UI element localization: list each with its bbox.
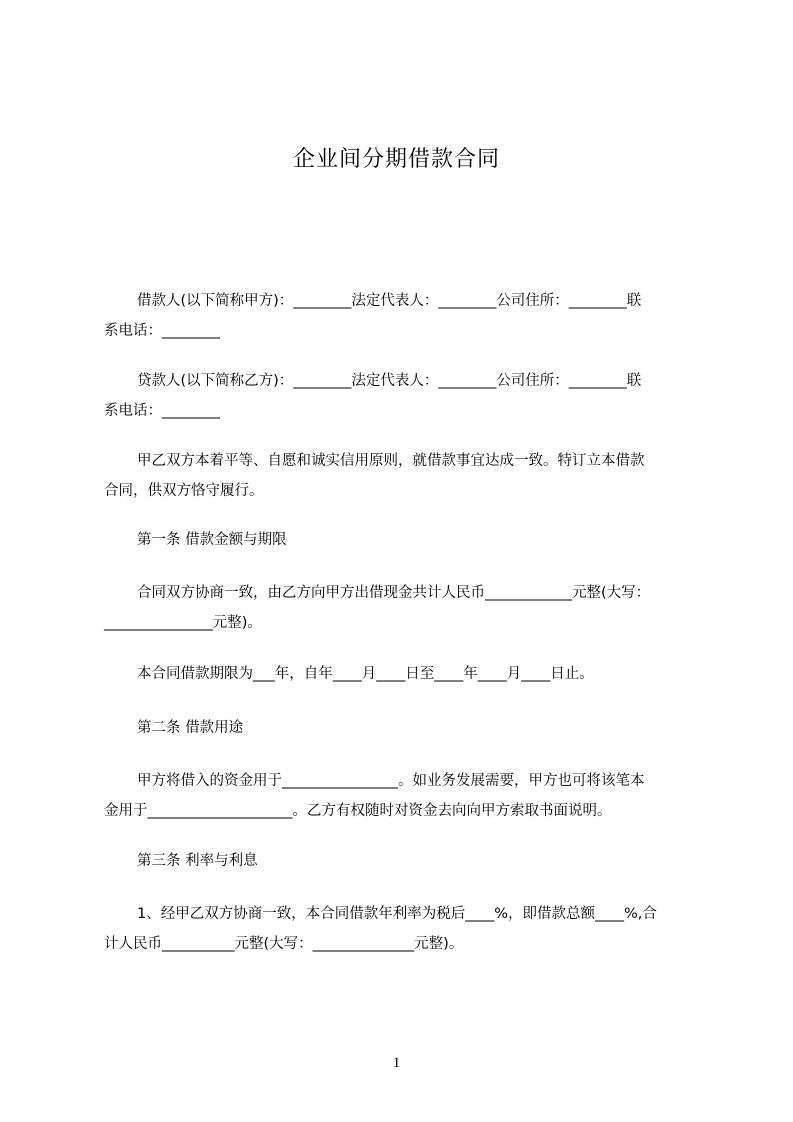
- article-3-rate-line-2: 计人民币__________元整(大写：______________元整)。: [104, 936, 464, 952]
- article-2-use-line-2: 金用于____________________。乙方有权随时对资金去向向甲方索取书面说明。: [104, 803, 612, 819]
- article-1-amount-line-1: 合同双方协商一致，由乙方向甲方出借现金共计人民币____________元整(大写：: [137, 585, 651, 601]
- preamble-line-2: 合同，供双方恪守履行。: [104, 483, 264, 499]
- article-2-heading: 第二条 借款用途: [137, 720, 244, 736]
- article-3-rate-line-1: 1、经甲乙双方协商一致，本合同借款年利率为税后____%，即借款总额____%,合: [137, 906, 657, 922]
- article-1-amount-paragraph: [104, 578, 698, 638]
- article-1-amount-line-2: _______________元整)。: [104, 615, 262, 631]
- lender-line-1: 贷款人(以下简称乙方)：________法定代表人：________公司住所：________联: [137, 373, 642, 389]
- borrower-line-2: 系电话：________: [104, 323, 220, 339]
- page-number: 1: [392, 1055, 401, 1071]
- lender-paragraph: [104, 366, 698, 426]
- article-3-rate-paragraph: [104, 899, 698, 959]
- article-3-heading: 第三条 利率与利息: [137, 853, 258, 869]
- article-2-use-line-1: 甲方将借入的资金用于________________。如业务发展需要，甲方也可将该笔本: [137, 773, 645, 789]
- lender-line-2: 系电话：________: [104, 403, 220, 419]
- article-1-term-paragraph: 本合同借款期限为___年，自年____月____日至____年____月____日止。: [137, 666, 594, 682]
- article-2-use-paragraph: [104, 766, 698, 826]
- preamble-line-1: 甲乙双方本着平等、自愿和诚实信用原则，就借款事宜达成一致。特订立本借款: [137, 453, 645, 469]
- borrower-paragraph: [104, 286, 698, 346]
- preamble-paragraph: [104, 446, 698, 506]
- document-title: 企业间分期借款合同: [292, 147, 500, 172]
- borrower-line-1: 借款人(以下简称甲方)：________法定代表人：________公司住所：________联: [137, 293, 642, 309]
- article-1-heading: 第一条 借款金额与期限: [137, 532, 287, 548]
